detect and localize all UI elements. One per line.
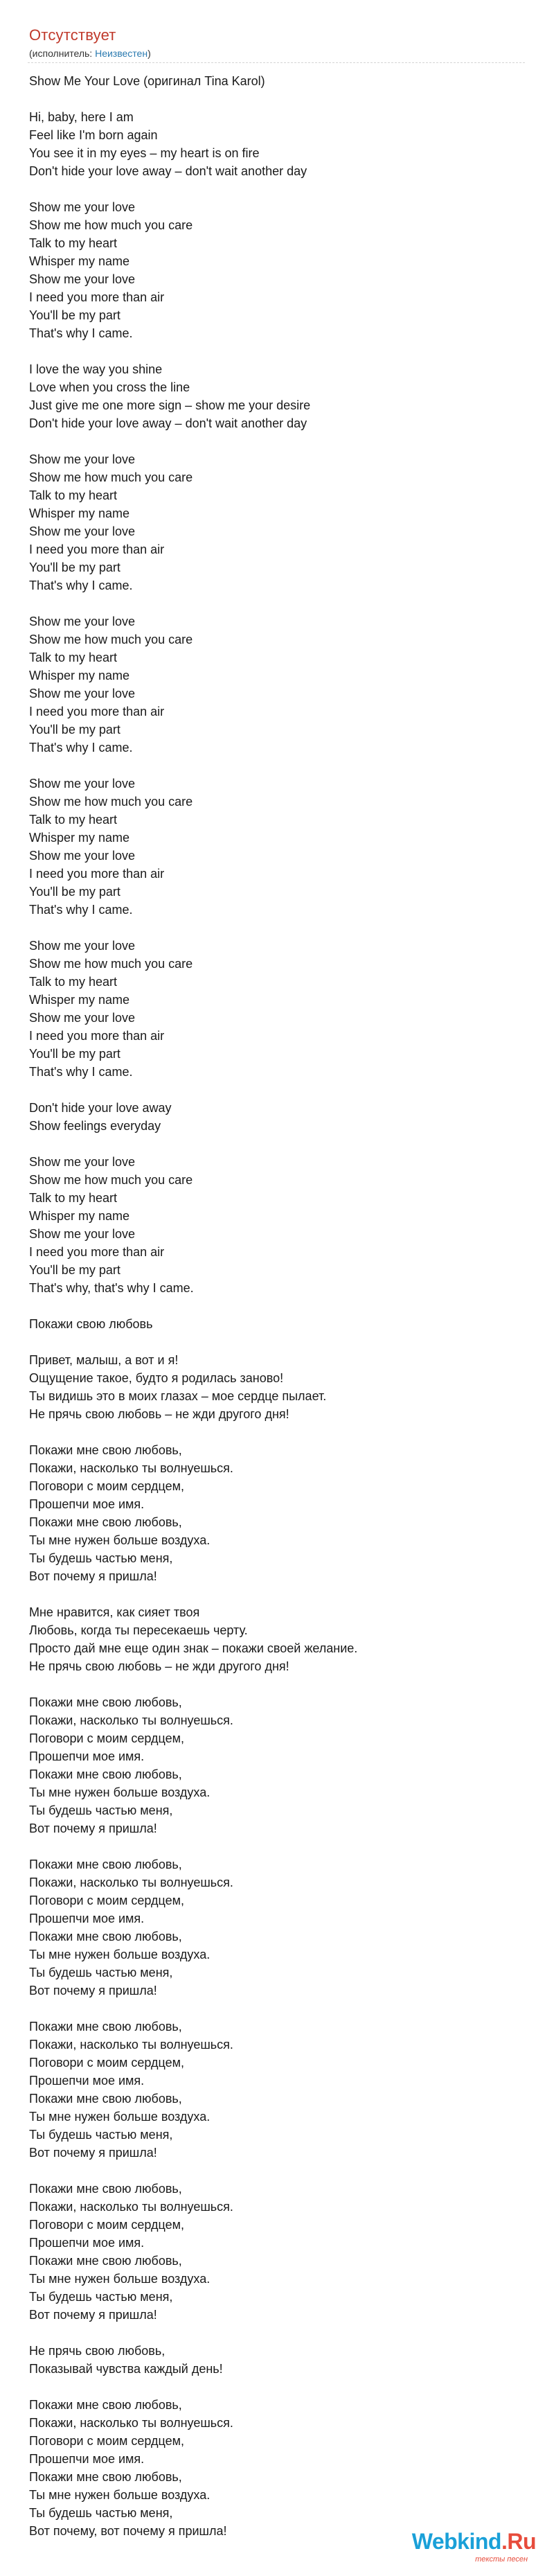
lyric-line: Поговори с моим сердцем, (29, 2056, 184, 2070)
stanza-gap (29, 1135, 528, 1153)
lyric-line: Покажи, насколько ты волнуешься. (29, 1461, 233, 1475)
lyric-line: Покажи мне свою любовь, (29, 1858, 182, 1871)
lyric-line: Show me your love (29, 452, 136, 466)
lyric-line: Show me your love (29, 1155, 136, 1169)
lyric-line: Вот почему я пришла! (29, 1821, 157, 1835)
stanza-gap (29, 432, 528, 450)
performer-link[interactable]: Неизвестен (95, 48, 148, 59)
stanza-gap (29, 1837, 528, 1855)
stanza-gap (29, 757, 528, 775)
lyric-line: Покажи мне свою любовь, (29, 2092, 182, 2106)
lyric-line: Прошепчи мое имя. (29, 1912, 145, 1925)
lyric-line: Show me your love (29, 849, 136, 863)
lyric-line: Покажи мне свою любовь, (29, 2398, 182, 2412)
stanza-gap (29, 180, 528, 198)
lyric-line: That's why I came. (29, 1065, 133, 1079)
lyric-line: Прошепчи мое имя. (29, 2236, 145, 2250)
lyric-line: Talk to my heart (29, 975, 118, 989)
lyric-line: Talk to my heart (29, 813, 118, 827)
lyric-line: Покажи, насколько ты волнуешься. (29, 2416, 233, 2430)
lyric-line: Don't hide your love away – don't wait another day (29, 164, 307, 178)
lyric-line: Don't hide your love away (29, 1101, 172, 1115)
lyric-line: I love the way you shine (29, 362, 163, 376)
lyric-line: Show me your love (29, 939, 136, 953)
stanza-gap (29, 594, 528, 612)
lyric-line: Ты мне нужен больше воздуха. (29, 2110, 211, 2124)
performer-line (29, 47, 528, 60)
lyric-line: Покажи мне свою любовь, (29, 2020, 182, 2034)
lyric-line: Show feelings everyday (29, 1119, 161, 1133)
lyric-line: Прошепчи мое имя. (29, 1749, 145, 1763)
stanza-gap (29, 919, 528, 937)
lyric-line: Прошепчи мое имя. (29, 2074, 145, 2088)
lyric-line: Покажи мне свою любовь, (29, 2182, 182, 2196)
lyric-line: Просто дай мне еще один знак – покажи своей желание. (29, 1641, 358, 1655)
lyric-line: Покажи мне свою любовь, (29, 1515, 182, 1529)
lyric-line: I need you more than air (29, 1245, 165, 1259)
lyric-line: Ощущение такое, будто я родилась заново! (29, 1371, 284, 1385)
lyric-line: Just give me one more sign – show me your desire (29, 398, 311, 412)
lyric-line: Привет, малыш, а вот и я! (29, 1353, 179, 1367)
logo-name: Webkind (411, 2529, 501, 2554)
lyric-line: Вот почему я пришла! (29, 2308, 157, 2322)
stanza-gap (29, 1585, 528, 1603)
lyric-line: Show Me Your Love (оригинал Tina Karol) (29, 74, 265, 88)
lyric-line: I need you more than air (29, 290, 165, 304)
lyric-line: Whisper my name (29, 993, 130, 1007)
lyric-line: Whisper my name (29, 506, 130, 520)
logo-domain: .Ru (501, 2529, 536, 2554)
stanza-gap (29, 90, 528, 108)
lyric-line: Покажи, насколько ты волнуешься. (29, 1713, 233, 1727)
site-logo[interactable] (384, 2529, 536, 2570)
stanza-gap (29, 1081, 528, 1099)
lyric-line: Покажи, насколько ты волнуешься. (29, 2200, 233, 2214)
lyric-line: Поговори с моим сердцем, (29, 1731, 184, 1745)
lyric-line: Не прячь свою любовь – не жди другого дня! (29, 1407, 289, 1421)
lyric-line: That's why, that's why I came. (29, 1281, 194, 1295)
lyric-line: I need you more than air (29, 1029, 165, 1043)
lyric-line: Вот почему я пришла! (29, 1569, 157, 1583)
stanza-gap (29, 2378, 528, 2396)
lyric-line: I need you more than air (29, 867, 165, 881)
lyric-line: You'll be my part (29, 1047, 120, 1061)
lyric-line: You see it in my eyes – my heart is on fire (29, 146, 260, 160)
lyric-line: Мне нравится, как сияет твоя (29, 1605, 200, 1619)
lyric-line: Ты мне нужен больше воздуха. (29, 1785, 211, 1799)
lyric-line: Прошепчи мое имя. (29, 2452, 145, 2466)
lyrics-body (29, 72, 528, 2540)
lyric-line: Show me your love (29, 200, 136, 214)
lyric-line: Talk to my heart (29, 1191, 118, 1205)
lyric-line: Прошепчи мое имя. (29, 1497, 145, 1511)
lyric-line: Show me how much you care (29, 470, 193, 484)
lyric-line: That's why I came. (29, 903, 133, 917)
stanza-gap (29, 2324, 528, 2342)
lyric-line: Ты будешь частью меня, (29, 2128, 173, 2142)
performer-prefix: (исполнитель: (29, 48, 96, 59)
lyric-line: Ты видишь это в моих глазах – мое сердце пылает. (29, 1389, 327, 1403)
lyric-line: Вот почему, вот почему я пришла! (29, 2524, 227, 2538)
lyric-line: Whisper my name (29, 831, 130, 845)
lyric-line: Talk to my heart (29, 488, 118, 502)
logo-wordmark (412, 2529, 536, 2554)
lyric-line: Вот почему я пришла! (29, 2146, 157, 2160)
lyric-line: Love when you cross the line (29, 380, 190, 394)
lyric-line: Покажи, насколько ты волнуешься. (29, 1876, 233, 1889)
stanza-gap (29, 1333, 528, 1351)
lyric-line: Show me how much you care (29, 1173, 193, 1187)
lyric-line: You'll be my part (29, 885, 120, 899)
lyric-line: Feel like I'm born again (29, 128, 158, 142)
lyric-line: Show me how much you care (29, 633, 193, 646)
lyric-line: Не прячь свою любовь – не жди другого дня! (29, 1659, 289, 1673)
lyric-line: Show me how much you care (29, 795, 193, 809)
lyric-line: Поговори с моим сердцем, (29, 2218, 184, 2232)
song-title: Отсутствует (29, 26, 116, 44)
lyric-line: Don't hide your love away – don't wait another day (29, 416, 307, 430)
lyric-line: Вот почему я пришла! (29, 1984, 157, 1997)
lyric-line: You'll be my part (29, 723, 120, 736)
lyric-line: Show me your love (29, 615, 136, 628)
lyric-line: Ты будешь частью меня, (29, 1966, 173, 1979)
lyric-line: That's why I came. (29, 579, 133, 592)
lyric-line: Показывай чувства каждый день! (29, 2362, 223, 2376)
stanza-gap (29, 1423, 528, 1441)
lyric-line: Whisper my name (29, 1209, 130, 1223)
lyric-line: Не прячь свою любовь, (29, 2344, 166, 2358)
lyric-line: Show me your love (29, 524, 136, 538)
lyric-line: Поговори с моим сердцем, (29, 2434, 184, 2448)
lyric-line: Покажи мне свою любовь, (29, 1767, 182, 1781)
lyric-line: Ты будешь частью меня, (29, 2290, 173, 2304)
lyric-line: Show me your love (29, 272, 136, 286)
lyric-line: I need you more than air (29, 542, 165, 556)
lyric-line: Покажи мне свою любовь, (29, 2254, 182, 2268)
header-divider (28, 62, 525, 63)
lyric-line: Show me your love (29, 687, 136, 700)
lyric-line: Ты мне нужен больше воздуха. (29, 2488, 211, 2502)
lyric-line: Покажи мне свою любовь, (29, 1930, 182, 1943)
lyric-line: Покажи, насколько ты волнуешься. (29, 2038, 233, 2052)
lyric-line: Любовь, когда ты пересекаешь черту. (29, 1623, 248, 1637)
lyric-line: Hi, baby, here I am (29, 110, 134, 124)
logo-tagline: тексты песен (475, 2555, 528, 2564)
lyric-line: Ты будешь частью меня, (29, 1803, 173, 1817)
lyric-line: Show me your love (29, 1011, 136, 1025)
lyric-line: Покажи мне свою любовь, (29, 1695, 182, 1709)
lyric-line: Whisper my name (29, 254, 130, 268)
lyric-line: You'll be my part (29, 308, 120, 322)
stanza-gap (29, 2000, 528, 2018)
lyric-line: Ты будешь частью меня, (29, 2506, 173, 2520)
lyric-line: Show me your love (29, 777, 136, 791)
lyric-line: Show me how much you care (29, 218, 193, 232)
lyric-line: Покажи свою любовь (29, 1317, 153, 1331)
lyric-line: Покажи мне свою любовь, (29, 2470, 182, 2484)
lyric-line: Ты будешь частью меня, (29, 1551, 173, 1565)
lyric-line: You'll be my part (29, 1263, 120, 1277)
lyric-line: Show me how much you care (29, 957, 193, 971)
lyric-line: Поговори с моим сердцем, (29, 1479, 184, 1493)
lyric-line: Talk to my heart (29, 236, 118, 250)
stanza-gap (29, 342, 528, 360)
stanza-gap (29, 1675, 528, 1693)
lyric-line: Покажи мне свою любовь, (29, 1443, 182, 1457)
lyric-line: Ты мне нужен больше воздуха. (29, 2272, 211, 2286)
lyric-line: Whisper my name (29, 669, 130, 682)
song-header (29, 26, 528, 60)
stanza-gap (29, 2162, 528, 2180)
lyric-line: That's why I came. (29, 741, 133, 755)
performer-suffix: ) (148, 48, 151, 59)
lyric-line: You'll be my part (29, 561, 120, 574)
lyric-line: Поговори с моим сердцем, (29, 1894, 184, 1907)
lyric-line: Ты мне нужен больше воздуха. (29, 1533, 211, 1547)
lyric-line: That's why I came. (29, 326, 133, 340)
lyric-line: Ты мне нужен больше воздуха. (29, 1948, 211, 1961)
lyric-line: Talk to my heart (29, 651, 118, 664)
lyric-line: Show me your love (29, 1227, 136, 1241)
lyric-line: I need you more than air (29, 705, 165, 718)
stanza-gap (29, 1297, 528, 1315)
